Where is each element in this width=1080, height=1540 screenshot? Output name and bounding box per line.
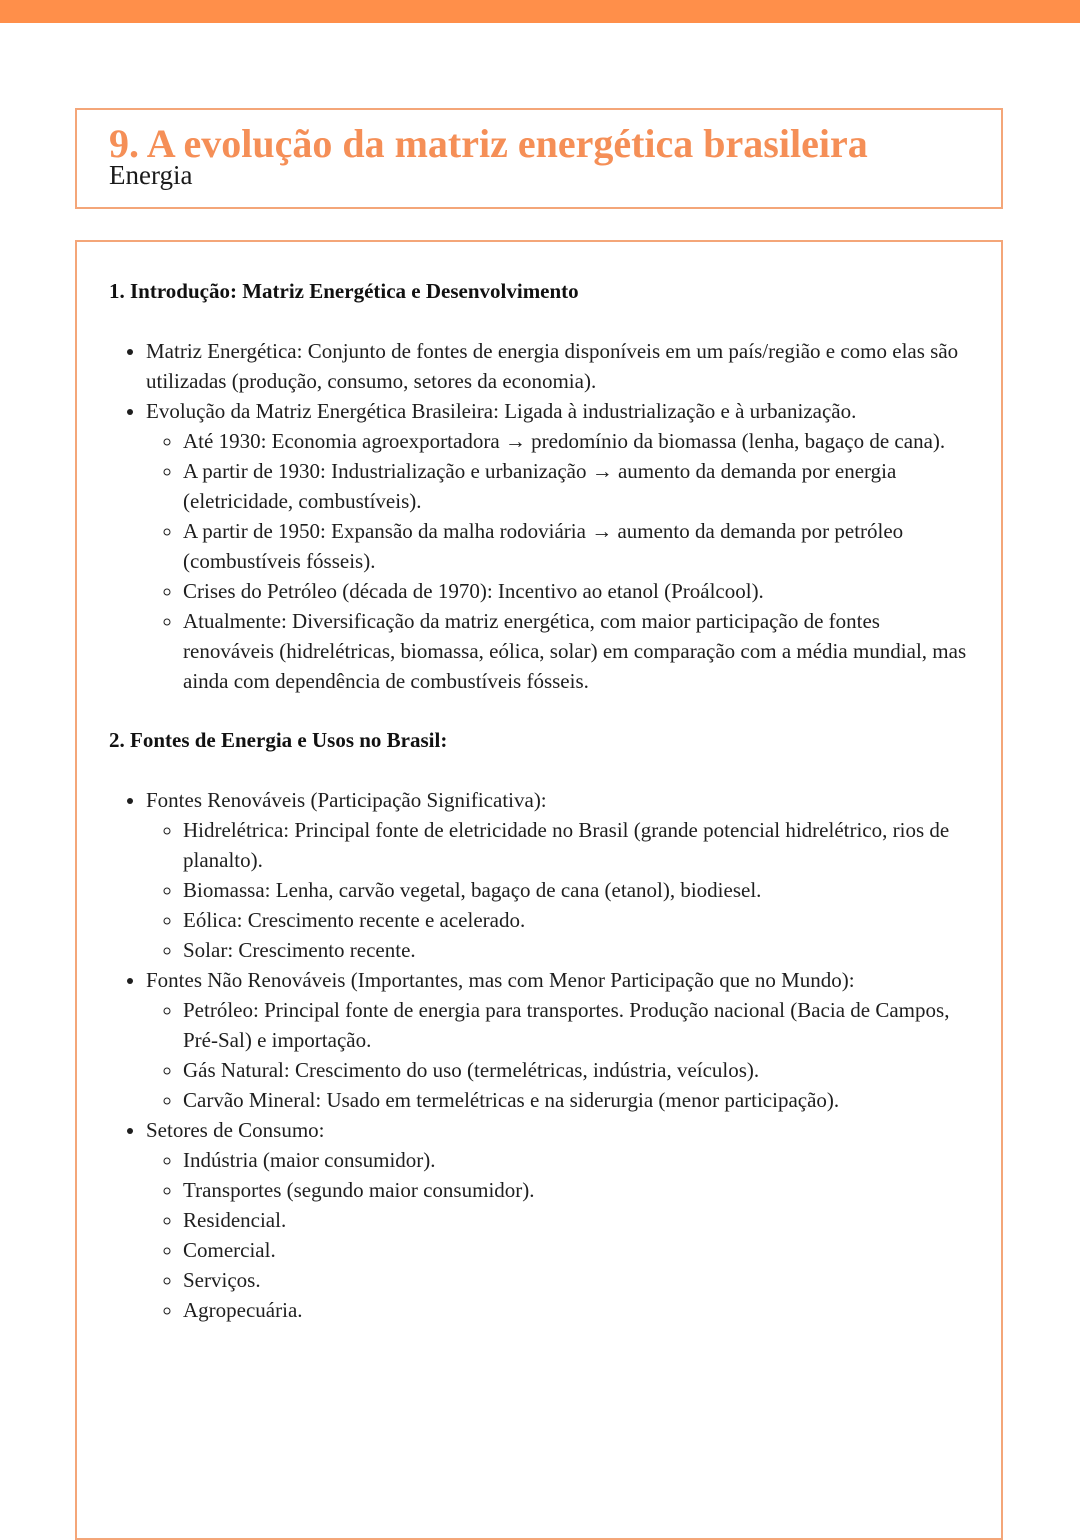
- sub-list-item: ◦ Crises do Petróleo (década de 1970): Incentivo ao etanol (Proálcool).: [183, 576, 969, 606]
- section-heading: 2. Fontes de Energia e Usos no Brasil:: [109, 728, 448, 752]
- sub-list-item: ◦ Transportes (segundo maior consumidor).: [183, 1175, 969, 1205]
- sub-list-item: ◦ Petróleo: Principal fonte de energia para transportes. Produção nacional (Bacia de Campos, Pré-Sal) e importação.: [183, 995, 969, 1055]
- sub-bullet-list: [146, 426, 969, 696]
- list-item: [146, 1115, 969, 1325]
- sub-list-item: ◦ A partir de 1950: Expansão da malha rodoviária → aumento da demanda por petróleo (combustíveis fósseis).: [183, 516, 969, 576]
- list-item: [146, 396, 969, 696]
- sub-bullet-list: [146, 815, 969, 965]
- sub-list-item: ◦ Até 1930: Economia agroexportadora → predomínio da biomassa (lenha, bagaço de cana).: [183, 426, 969, 456]
- sub-list-item: ◦ Eólica: Crescimento recente e acelerado.: [183, 905, 969, 935]
- sub-list-item: ◦ Comercial.: [183, 1235, 969, 1265]
- list-item: [146, 336, 969, 396]
- sub-list-item: ◦ A partir de 1930: Industrialização e urbanização → aumento da demanda por energia (eletricidade, combustíveis).: [183, 456, 969, 516]
- list-item: [146, 785, 969, 965]
- section-heading: 1. Introdução: Matriz Energética e Desenvolvimento: [109, 279, 579, 303]
- list-item-text: Fontes Renováveis (Participação Significativa):: [146, 788, 547, 812]
- sub-list-item: ◦ Gás Natural: Crescimento do uso (termelétricas, indústria, veículos).: [183, 1055, 969, 1085]
- sub-list-item: ◦ Atualmente: Diversificação da matriz energética, com maior participação de fontes renováveis (hidrelétricas, biomassa, eólica, solar) em comparação com a média mundial, mas ainda com dependência de combustíveis fósseis.: [183, 606, 969, 696]
- sub-list-item: ◦ Carvão Mineral: Usado em termelétricas e na siderurgia (menor participação).: [183, 1085, 969, 1115]
- list-item: [146, 965, 969, 1115]
- sub-list-item: ◦ Indústria (maior consumidor).: [183, 1145, 969, 1175]
- sub-list-item: ◦ Biomassa: Lenha, carvão vegetal, bagaço de cana (etanol), biodiesel.: [183, 875, 969, 905]
- sub-list-item: ◦ Solar: Crescimento recente.: [183, 935, 969, 965]
- list-item-text: Setores de Consumo:: [146, 1118, 325, 1142]
- sub-bullet-list: [146, 1145, 969, 1325]
- sub-list-item: ◦ Residencial.: [183, 1205, 969, 1235]
- title-box: [75, 108, 1003, 209]
- list-item-text: Fontes Não Renováveis (Importantes, mas com Menor Participação que no Mundo):: [146, 968, 855, 992]
- sub-list-item: ◦ Serviços.: [183, 1265, 969, 1295]
- page-subtitle: Energia: [109, 160, 193, 190]
- list-item-text: Evolução da Matriz Energética Brasileira: Ligada à industrialização e à urbanização.: [146, 399, 857, 423]
- content-box: [75, 240, 1003, 1540]
- bullet-list: [109, 785, 969, 1325]
- top-accent-bar: [0, 0, 1080, 23]
- sub-list-item: ◦ Hidrelétrica: Principal fonte de eletricidade no Brasil (grande potencial hidrelétrico, rios de planalto).: [183, 815, 969, 875]
- bullet-list: [109, 336, 969, 696]
- page-title: 9. A evolução da matriz energética brasileira: [109, 121, 868, 166]
- content-body: [109, 276, 969, 1325]
- sub-list-item: ◦ Agropecuária.: [183, 1295, 969, 1325]
- list-item-text: Matriz Energética: Conjunto de fontes de energia disponíveis em um país/região e como elas são utilizadas (produção, consumo, setores da economia).: [146, 339, 959, 393]
- sub-bullet-list: [146, 995, 969, 1115]
